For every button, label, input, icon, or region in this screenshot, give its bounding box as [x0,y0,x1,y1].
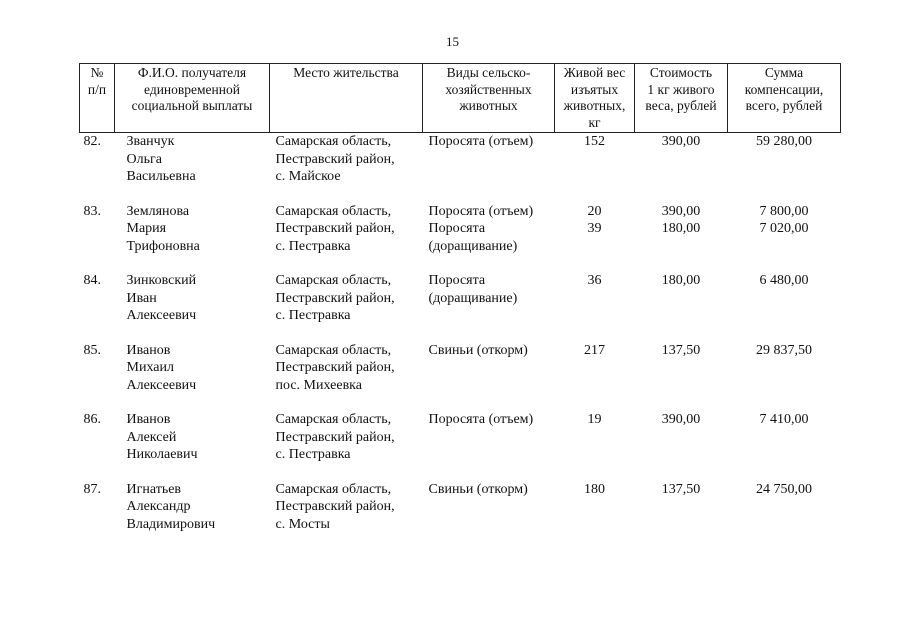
table-row [80,203,841,273]
price-per-kg: 390,00 [661,412,701,427]
compensation-sum: 59 280,00 [756,134,812,149]
price-per-kg: 390,00 [661,134,701,149]
residence: Самарская область, Пестравский район, с. Пестравка [275,273,395,323]
animal-type: Свиньи (откорм) [428,481,528,497]
animal-type: Поросята (отъем) [428,134,534,149]
header-price: Стоимость 1 кг живого веса, рублей [635,64,728,133]
recipient-name: Званчук Ольга Васильевна [126,134,196,184]
header-animals: Виды сельско- хозяйственных животных [423,64,555,133]
row-number: 82. [83,134,101,149]
price-per-kg: 180,00 [661,273,701,288]
compensation-sum: 7 410,00 [759,412,809,427]
compensation-table [79,63,841,550]
compensation-sum: 24 750,00 [756,481,812,497]
table-row [80,342,841,412]
compensation-sum: 6 480,00 [759,273,809,288]
row-number: 87. [83,481,101,497]
table-row [80,411,841,481]
compensation-sum: 7 800,00 7 020,00 [759,203,809,236]
header-num: № п/п [80,64,115,133]
recipient-name: Иванов Алексей Николаевич [126,412,198,462]
row-number: 85. [83,342,101,358]
animal-type: Поросята (доращивание) [428,273,518,306]
recipient-name: Игнатьев Александр Владимирович [126,481,216,532]
residence: Самарская область, Пестравский район, с. Майское [275,134,395,184]
residence: Самарская область, Пестравский район, с. Пестравка [275,412,395,462]
recipient-name: Землянова Мария Трифоновна [126,203,200,254]
live-weight: 36 [587,273,602,288]
price-per-kg: 390,00 180,00 [661,203,701,236]
table-row [80,272,841,342]
recipient-name: Зинковский Иван Алексеевич [126,273,197,323]
animal-type: Свиньи (откорм) [428,342,528,358]
animal-type: Поросята (отъем) Поросята (доращивание) [428,203,534,254]
recipient-name: Иванов Михаил Алексеевич [126,342,197,393]
header-sum: Сумма компенсации, всего, рублей [728,64,841,133]
live-weight: 217 [584,342,605,358]
compensation-sum: 29 837,50 [756,342,812,358]
live-weight: 180 [584,481,605,497]
header-address: Место жительства [270,64,423,133]
table-row [80,133,841,203]
table-header-row [80,64,841,133]
row-number: 83. [83,203,101,219]
residence: Самарская область, Пестравский район, с. Пестравка [275,203,395,254]
page-number: 15 [446,34,459,49]
residence: Самарская область, Пестравский район, с. Мосты [275,481,395,532]
price-per-kg: 137,50 [661,342,701,358]
animal-type: Поросята (отъем) [428,412,534,427]
live-weight: 152 [584,134,605,149]
header-weight: Живой вес изъятых животных, кг [555,64,635,133]
row-number: 84. [83,273,101,288]
price-per-kg: 137,50 [661,481,701,497]
table-row [80,481,841,551]
live-weight: 20 39 [587,203,602,236]
live-weight: 19 [587,412,602,427]
header-name: Ф.И.О. получателя единовременной социальной выплаты [115,64,270,133]
row-number: 86. [83,412,101,427]
residence: Самарская область, Пестравский район, пос. Михеевка [275,342,395,393]
